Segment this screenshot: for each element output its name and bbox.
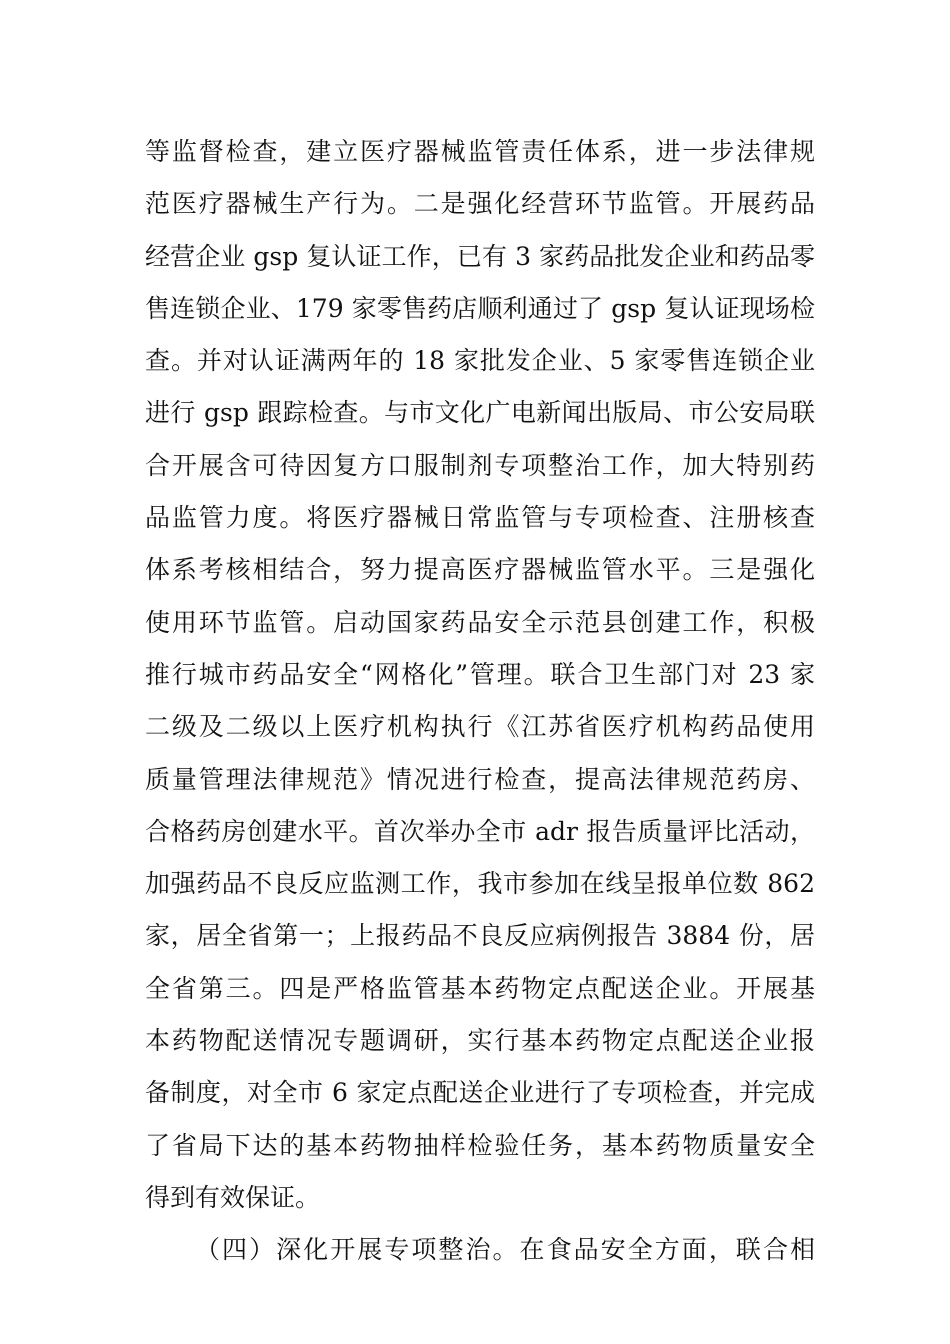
text-line: 范医疗器械生产行为。二是强化经营环节监管。开展药品 xyxy=(145,189,815,219)
text-line: 家，居全省第一；上报药品不良反应病例报告 3884 份，居 xyxy=(145,921,815,951)
text-line: 推行城市药品安全“网格化”管理。联合卫生部门对 23 家 xyxy=(145,659,815,689)
text-line: 加强药品不良反应监测工作，我市参加在线呈报单位数 862 xyxy=(145,869,815,899)
document-body xyxy=(145,126,815,1277)
text-line: 查。并对认证满两年的 18 家批发企业、5 家零售连锁企业 xyxy=(145,346,815,376)
text-line: 了省局下达的基本药物抽样检验任务，基本药物质量安全 xyxy=(145,1130,815,1160)
text-line: 进行 gsp 跟踪检查。与市文化广电新闻出版局、市公安局联 xyxy=(145,398,815,428)
text-line: 经营企业 gsp 复认证工作，已有 3 家药品批发企业和药品零 xyxy=(145,241,815,271)
text-line: 质量管理法律规范》情况进行检查，提高法律规范药房、 xyxy=(145,764,815,794)
text-line: 二级及二级以上医疗机构执行《江苏省医疗机构药品使用 xyxy=(145,712,815,742)
text-line: 等监督检查，建立医疗器械监管责任体系，进一步法律规 xyxy=(145,137,815,166)
text-line: 品监管力度。将医疗器械日常监管与专项检查、注册核查 xyxy=(145,503,815,533)
text-line: 合开展含可待因复方口服制剂专项整治工作，加大特别药 xyxy=(145,450,815,480)
text-line: 备制度，对全市 6 家定点配送企业进行了专项检查，并完成 xyxy=(145,1078,815,1108)
text-line: 本药物配送情况专题调研，实行基本药物定点配送企业报 xyxy=(145,1026,815,1056)
section-heading-line: （四）深化开展专项整治。在食品安全方面，联合相 xyxy=(195,1235,815,1265)
text-line: 体系考核相结合，努力提高医疗器械监管水平。三是强化 xyxy=(145,555,815,585)
text-line: 合格药房创建水平。首次举办全市 adr 报告质量评比活动， xyxy=(145,816,815,846)
text-line: 使用环节监管。启动国家药品安全示范县创建工作，积极 xyxy=(145,607,815,637)
text-line: 得到有效保证。 xyxy=(145,1182,321,1212)
text-line: 售连锁企业、179 家零售药店顺利通过了 gsp 复认证现场检 xyxy=(145,293,815,323)
text-line: 全省第三。四是严格监管基本药物定点配送企业。开展基 xyxy=(145,973,815,1003)
